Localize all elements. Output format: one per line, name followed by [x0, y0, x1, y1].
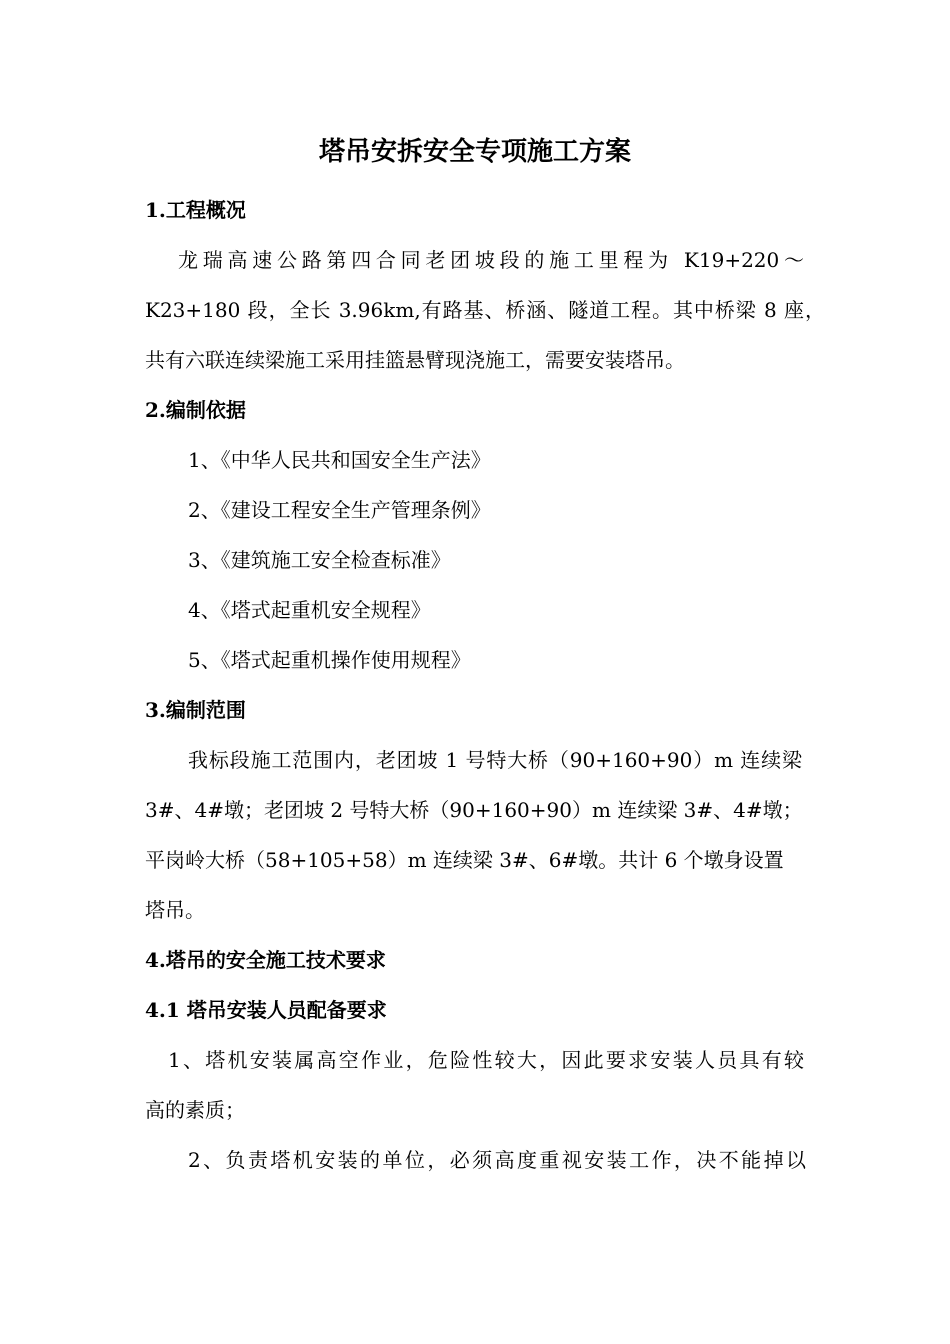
reference-item: 5、《塔式起重机操作使用规程》 — [188, 648, 471, 672]
reference-item: 4、《塔式起重机安全规程》 — [188, 598, 431, 622]
section-1-line-1: 龙瑞高速公路第四合同老团坡段的施工里程为 K19+220～ — [178, 248, 804, 272]
section-1-line-2: K23+180 段，全长 3.96km,有路基、桥涵、隧道工程。其中桥梁 8 座， — [145, 298, 825, 322]
section-3-line-4: 塔吊。 — [145, 898, 205, 922]
section-1-line-3: 共有六联连续梁施工采用挂篮悬臂现浇施工，需要安装塔吊。 — [145, 348, 685, 372]
section-4-1-line-1: 1、塔机安装属高空作业，危险性较大，因此要求安装人员具有较 — [168, 1048, 804, 1072]
section-3-line-1: 我标段施工范围内，老团坡 1 号特大桥（90+160+90）m 连续梁 — [188, 748, 802, 772]
section-4-heading: 4.塔吊的安全施工技术要求 — [145, 948, 386, 972]
section-3-heading: 3.编制范围 — [145, 698, 246, 722]
reference-item: 3、《建筑施工安全检查标准》 — [188, 548, 451, 572]
section-1-heading: 1.工程概况 — [145, 198, 246, 222]
section-4-1-line-3: 2、负责塔机安装的单位，必须高度重视安装工作，决不能掉以 — [188, 1148, 806, 1172]
reference-item: 1、《中华人民共和国安全生产法》 — [188, 448, 491, 472]
document-title: 塔吊安拆安全专项施工方案 — [318, 137, 631, 167]
section-2-heading: 2.编制依据 — [145, 398, 246, 422]
section-3-line-3: 平岗岭大桥（58+105+58）m 连续梁 3#、6#墩。共计 6 个墩身设置 — [145, 848, 784, 872]
section-4-1-line-2: 高的素质； — [145, 1098, 245, 1122]
reference-item: 2、《建设工程安全生产管理条例》 — [188, 498, 491, 522]
section-4-1-heading: 4.1 塔吊安装人员配备要求 — [145, 998, 387, 1022]
section-3-line-2: 3#、4#墩；老团坡 2 号特大桥（90+160+90）m 连续梁 3#、4#墩； — [145, 798, 803, 822]
